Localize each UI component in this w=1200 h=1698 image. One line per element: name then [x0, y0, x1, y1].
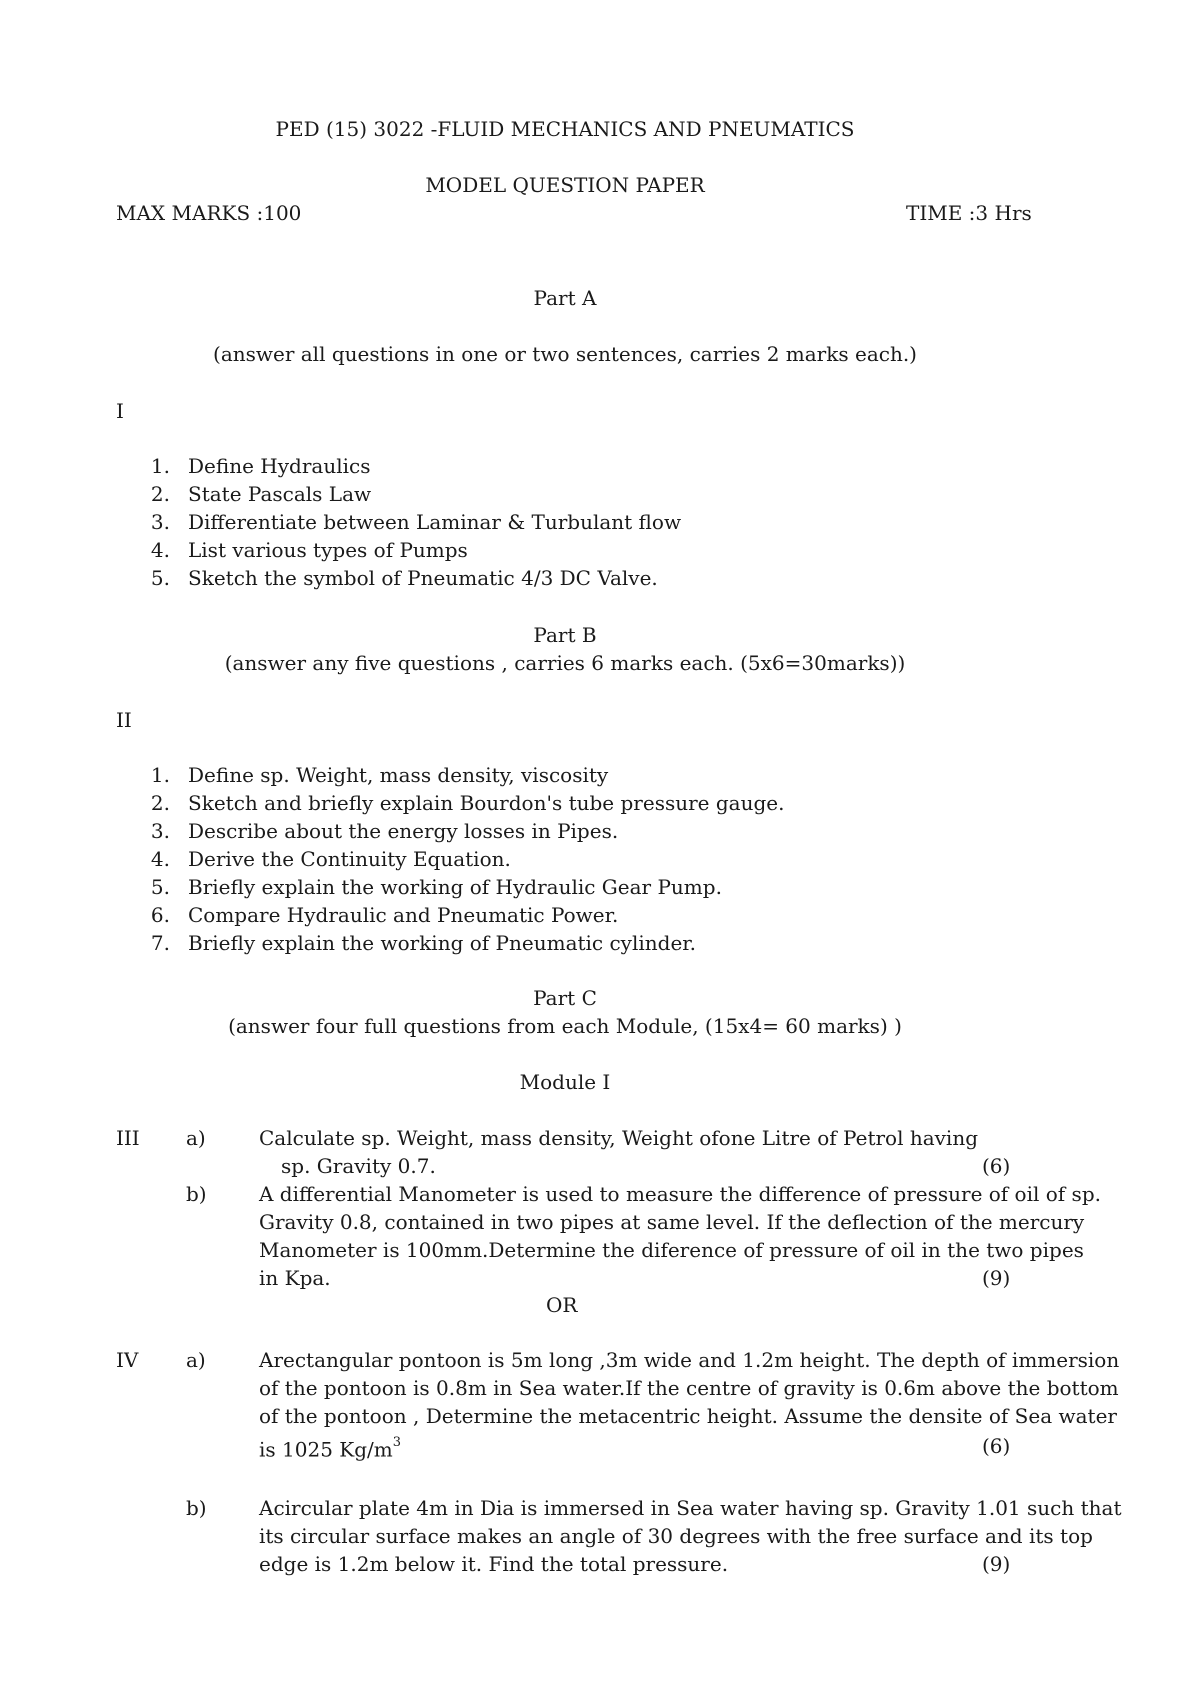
question-number: 3. [150, 819, 170, 843]
question-number: 2. [150, 791, 170, 815]
part-a-title: Part A [533, 286, 597, 310]
marks-label: (6) [982, 1434, 1011, 1458]
superscript-exponent: 3 [392, 1435, 402, 1450]
part-a-instruction: (answer all questions in one or two sentences, carries 2 marks each.) [213, 342, 917, 366]
marks-label: (9) [982, 1552, 1011, 1576]
question-text: Define sp. Weight, mass density, viscosity [188, 763, 609, 787]
question-line: Acircular plate 4m in Dia is immersed in Sea water having sp. Gravity 1.01 such that [259, 1496, 1122, 1520]
question-text: Sketch the symbol of Pneumatic 4/3 DC Valve. [188, 566, 658, 590]
question-text: Briefly explain the working of Pneumatic cylinder. [188, 931, 697, 955]
question-text: Define Hydraulics [188, 454, 371, 478]
question-text: Differentiate between Laminar & Turbulant flow [188, 510, 682, 534]
question-number: 1. [150, 454, 170, 478]
or-divider: OR [546, 1293, 578, 1317]
question-number: 5. [150, 566, 170, 590]
question-number: 2. [150, 482, 170, 506]
question-number: 4. [150, 538, 170, 562]
question-number: 5. [150, 875, 170, 899]
part-b-title: Part B [533, 623, 597, 647]
section-roman-iii: III [116, 1126, 140, 1150]
course-title: PED (15) 3022 -FLUID MECHANICS AND PNEUMATICS [275, 117, 855, 141]
density-value: is 1025 Kg/m [259, 1437, 393, 1462]
question-text: Briefly explain the working of Hydraulic Gear Pump. [188, 875, 722, 899]
section-roman-iv: IV [116, 1348, 139, 1372]
subquestion-label: a) [186, 1348, 206, 1372]
question-text: List various types of Pumps [188, 538, 468, 562]
max-marks: MAX MARKS :100 [116, 201, 302, 225]
question-line: of the pontoon is 0.8m in Sea water.If the centre of gravity is 0.6m above the bottom [259, 1376, 1119, 1400]
paper-title: MODEL QUESTION PAPER [425, 173, 705, 197]
question-text: Sketch and briefly explain Bourdon's tube pressure gauge. [188, 791, 785, 815]
question-line: sp. Gravity 0.7. [281, 1154, 436, 1178]
part-c-instruction: (answer four full questions from each Module, (15x4= 60 marks) ) [228, 1014, 902, 1038]
question-number: 6. [150, 903, 170, 927]
question-text: State Pascals Law [188, 482, 372, 506]
question-text: Derive the Continuity Equation. [188, 847, 511, 871]
question-line [259, 1432, 401, 1464]
section-roman-ii: II [116, 708, 132, 732]
question-text: Describe about the energy losses in Pipes. [188, 819, 619, 843]
question-line: Gravity 0.8, contained in two pipes at same level. If the deflection of the mercury [259, 1210, 1085, 1234]
question-line: Manometer is 100mm.Determine the diference of pressure of oil in the two pipes [259, 1238, 1084, 1262]
section-roman-i: I [116, 399, 124, 423]
question-line: edge is 1.2m below it. Find the total pressure. [259, 1552, 729, 1576]
marks-label: (6) [982, 1154, 1011, 1178]
part-b-instruction: (answer any five questions , carries 6 marks each. (5x6=30marks)) [224, 651, 906, 675]
subquestion-label: a) [186, 1126, 206, 1150]
question-number: 7. [150, 931, 170, 955]
question-number: 3. [150, 510, 170, 534]
question-line: Calculate sp. Weight, mass density, Weight ofone Litre of Petrol having [259, 1126, 979, 1150]
question-line: in Kpa. [259, 1266, 331, 1290]
module-title: Module I [519, 1070, 611, 1094]
time-allowed: TIME :3 Hrs [906, 201, 1032, 225]
subquestion-label: b) [186, 1496, 207, 1520]
question-line: Arectangular pontoon is 5m long ,3m wide and 1.2m height. The depth of immersion [259, 1348, 1120, 1372]
question-line: its circular surface makes an angle of 30 degrees with the free surface and its top [259, 1524, 1093, 1548]
question-number: 1. [150, 763, 170, 787]
question-text: Compare Hydraulic and Pneumatic Power. [188, 903, 619, 927]
question-number: 4. [150, 847, 170, 871]
question-line: of the pontoon , Determine the metacentric height. Assume the densite of Sea water [259, 1404, 1117, 1428]
marks-label: (9) [982, 1266, 1011, 1290]
subquestion-label: b) [186, 1182, 207, 1206]
part-c-title: Part C [533, 986, 597, 1010]
question-line: A differential Manometer is used to measure the difference of pressure of oil of sp. [259, 1182, 1101, 1206]
